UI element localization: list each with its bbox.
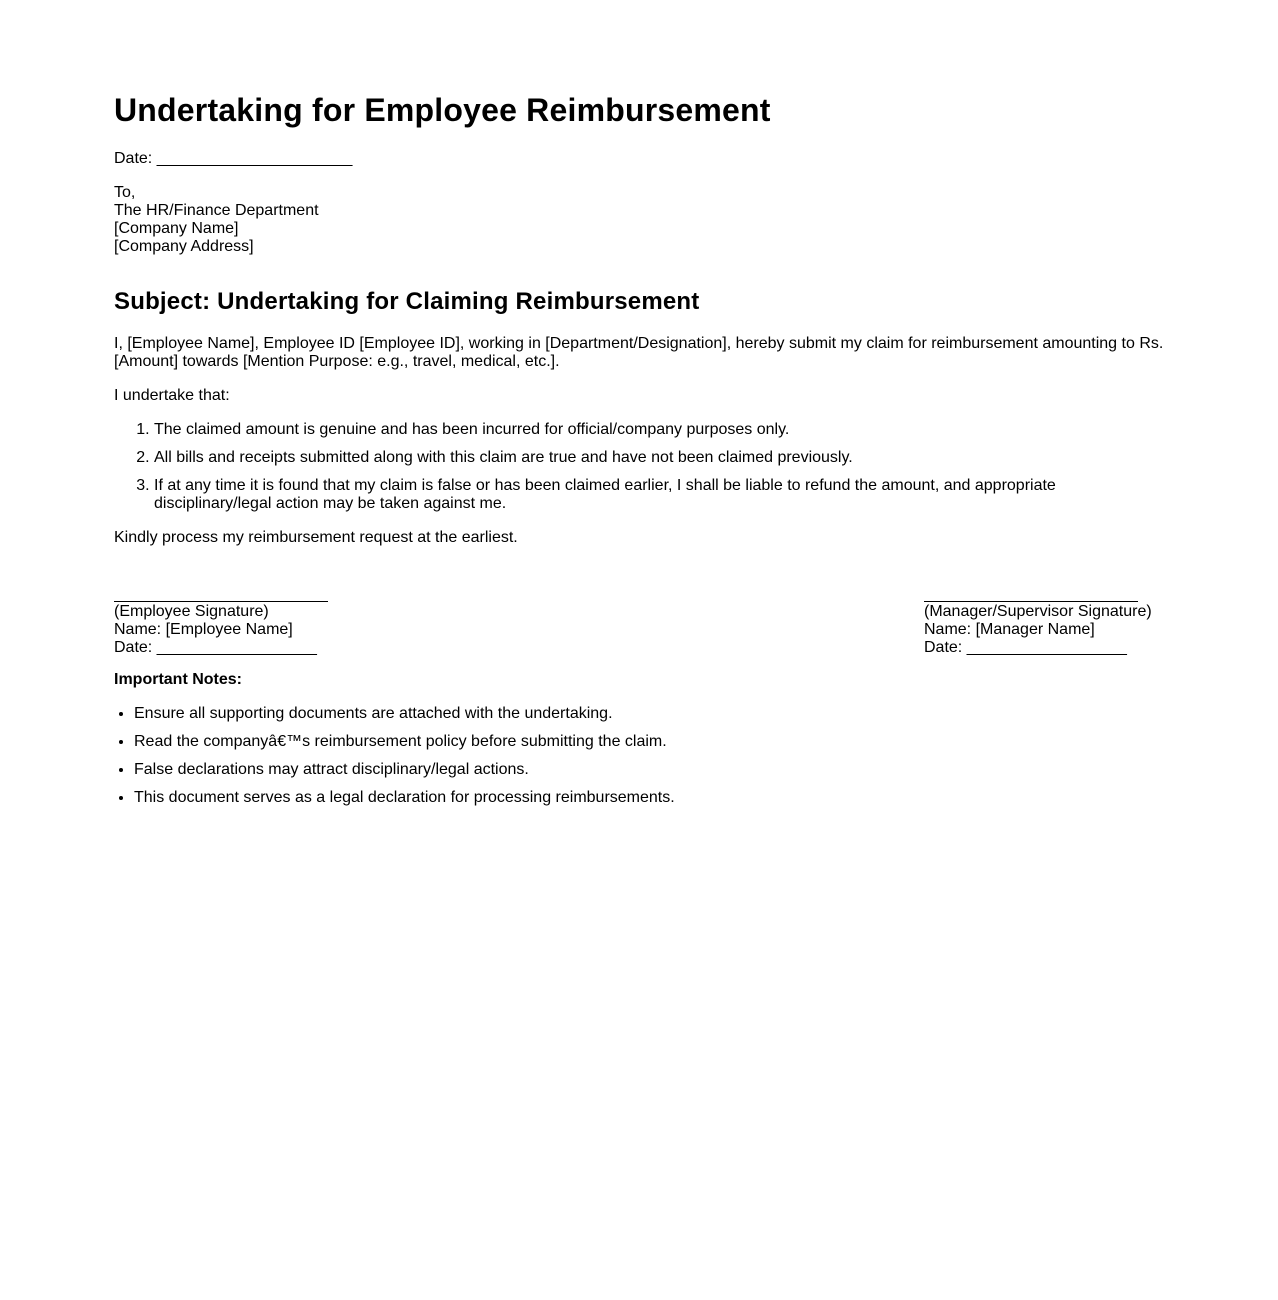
page-title: Undertaking for Employee Reimbursement bbox=[114, 92, 771, 128]
manager-signature-line bbox=[924, 601, 1138, 602]
manager-signature-block bbox=[924, 601, 1152, 657]
address-to: To, bbox=[114, 184, 136, 201]
claim-paragraph: I, [Employee Name], Employee ID [Employee ID], working in [Department/Designation], hereby submit my claim for reimbursement amounting to Rs. [Amount] towards [Mention Purpose: e.g., travel, medical, etc.]. bbox=[114, 335, 1164, 370]
address-company-name: [Company Name] bbox=[114, 220, 239, 237]
manager-signature-label: (Manager/Supervisor Signature) bbox=[924, 603, 1152, 620]
address-company-address: [Company Address] bbox=[114, 238, 254, 255]
employee-signature-label: (Employee Signature) bbox=[114, 603, 269, 620]
note-item: • Ensure all supporting documents are attached with the undertaking. bbox=[134, 705, 1164, 723]
employee-signature-block bbox=[114, 601, 328, 657]
date-line: Date: ______________________ bbox=[114, 150, 353, 167]
notes-list bbox=[114, 705, 1164, 807]
undertaking-item: 3. If at any time it is found that my claim is false or has been claimed earlier, I shall be liable to refund the amount, and appropriate disciplinary/legal action may be taken against me. bbox=[154, 477, 1164, 513]
employee-signature-line bbox=[114, 601, 328, 602]
manager-date: Date: __________________ bbox=[924, 639, 1127, 656]
undertake-intro: I undertake that: bbox=[114, 387, 230, 404]
address-department: The HR/Finance Department bbox=[114, 202, 319, 219]
undertaking-item: 2. All bills and receipts submitted along with this claim are true and have not been claimed previously. bbox=[154, 449, 1164, 467]
note-item: • False declarations may attract disciplinary/legal actions. bbox=[134, 761, 1164, 779]
undertaking-item: 1. The claimed amount is genuine and has been incurred for official/company purposes only. bbox=[154, 421, 1164, 439]
undertakings-list bbox=[114, 421, 1164, 513]
closing-line: Kindly process my reimbursement request at the earliest. bbox=[114, 529, 518, 546]
employee-name: Name: [Employee Name] bbox=[114, 621, 293, 638]
note-item: • Read the companyâ€™s reimbursement policy before submitting the claim. bbox=[134, 733, 1164, 751]
signature-section bbox=[114, 601, 1164, 671]
note-item: • This document serves as a legal declaration for processing reimbursements. bbox=[134, 789, 1164, 807]
notes-heading: Important Notes: bbox=[114, 671, 242, 688]
recipient-address bbox=[114, 184, 1164, 256]
manager-name: Name: [Manager Name] bbox=[924, 621, 1095, 638]
subject-heading: Subject: Undertaking for Claiming Reimbursement bbox=[114, 288, 700, 315]
employee-date: Date: __________________ bbox=[114, 639, 317, 656]
